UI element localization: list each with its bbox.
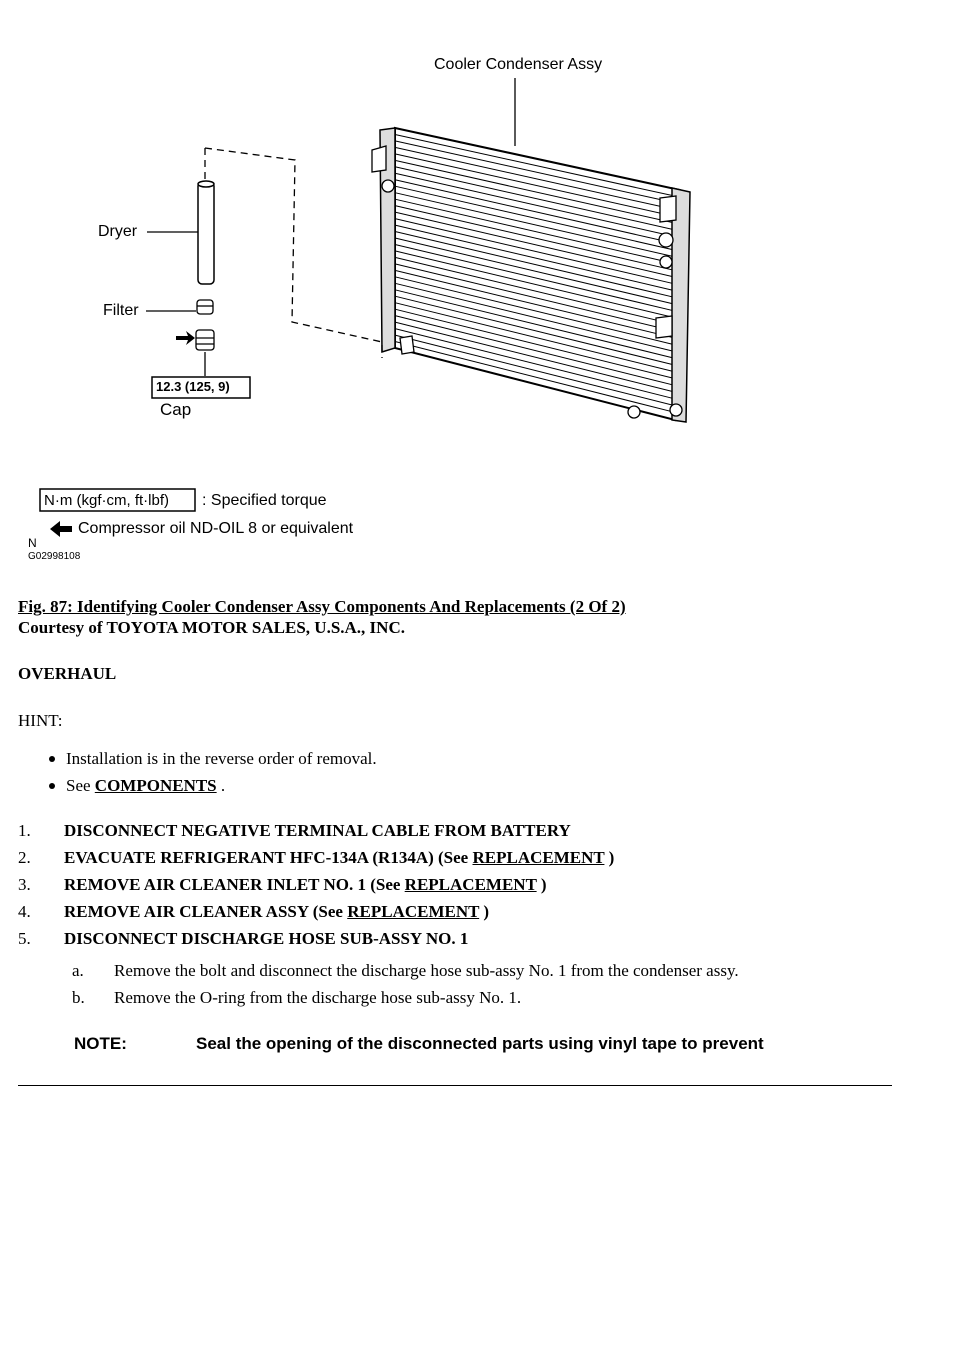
list-item <box>72 960 739 987</box>
hint-suffix: . <box>220 776 226 795</box>
step-number: 4. <box>18 902 31 921</box>
label-dryer: Dryer <box>98 223 138 240</box>
substep-list <box>72 960 739 1014</box>
oil-arrow-icon <box>176 331 195 345</box>
label-filter: Filter <box>103 302 139 319</box>
step-text: DISCONNECT DISCHARGE HOSE SUB-ASSY NO. 1 <box>64 929 469 948</box>
label-cap: Cap <box>160 400 192 419</box>
hint-prefix: See <box>66 776 91 795</box>
list-item <box>18 874 614 901</box>
legend-torque-box-text: N·m (kgf·cm, ft·lbf) <box>44 492 169 509</box>
hint-text-1: Installation is in the reverse order of removal. <box>66 749 377 768</box>
note-text: Seal the opening of the disconnected parts using vinyl tape to prevent <box>196 1034 764 1053</box>
list-item <box>18 928 614 955</box>
page-divider <box>18 1085 892 1086</box>
label-torque-value: 12.3 (125, 9) <box>156 379 230 394</box>
step-list <box>18 820 614 955</box>
substep-text: Remove the bolt and disconnect the discharge hose sub-assy No. 1 from the condenser assy. <box>114 961 739 980</box>
step-number: 5. <box>18 929 31 948</box>
step-text: REMOVE AIR CLEANER INLET NO. 1 (See <box>64 875 405 894</box>
figure-caption-courtesy: Courtesy of TOYOTA MOTOR SALES, U.S.A., INC. <box>18 618 405 637</box>
note-label: NOTE: <box>74 1034 127 1053</box>
figure-caption-title[interactable]: Fig. 87: Identifying Cooler Condenser Assy Components And Replacements (2 Of 2) <box>18 597 626 616</box>
list-item <box>44 748 377 775</box>
cap-part <box>196 330 214 350</box>
substep-text: Remove the O-ring from the discharge hose sub-assy No. 1. <box>114 988 522 1007</box>
substep-letter: b. <box>72 988 85 1007</box>
list-item <box>18 820 614 847</box>
replacement-link[interactable]: REPLACEMENT <box>472 848 605 867</box>
step-text: EVACUATE REFRIGERANT HFC-134A (R134A) (See <box>64 848 473 867</box>
step-number: 1. <box>18 821 31 840</box>
label-condenser: Cooler Condenser Assy <box>434 56 603 73</box>
figure-code: G02998108 <box>28 551 81 562</box>
note-block <box>74 1034 764 1054</box>
filter-part <box>197 300 213 314</box>
list-item <box>44 775 377 802</box>
legend-torque-text: : Specified torque <box>202 492 327 509</box>
section-heading: OVERHAUL <box>18 664 117 683</box>
step-number: 2. <box>18 848 31 867</box>
step-text: DISCONNECT NEGATIVE TERMINAL CABLE FROM BATTERY <box>64 821 571 840</box>
step-text: REMOVE AIR CLEANER ASSY (See <box>64 902 348 921</box>
condenser-core <box>372 128 690 422</box>
list-item <box>18 847 614 874</box>
dryer-dash-path <box>205 148 382 358</box>
hint-list <box>44 748 377 802</box>
step-suffix: ) <box>536 875 547 894</box>
hint-label: HINT: <box>18 711 63 730</box>
dryer-cylinder <box>198 181 214 284</box>
figure-corner-letter: N <box>28 536 37 550</box>
step-suffix: ) <box>604 848 615 867</box>
legend-oil-text: Compressor oil ND-OIL 8 or equivalent <box>78 520 354 537</box>
step-number: 3. <box>18 875 31 894</box>
replacement-link[interactable]: REPLACEMENT <box>404 875 537 894</box>
substep-letter: a. <box>72 961 84 980</box>
replacement-link[interactable]: REPLACEMENT <box>347 902 480 921</box>
legend-oil-arrow-icon <box>50 521 72 537</box>
figure-caption <box>18 596 626 638</box>
components-link[interactable]: COMPONENTS <box>94 776 217 795</box>
list-item <box>72 987 739 1014</box>
step-suffix: ) <box>479 902 490 921</box>
list-item <box>18 901 614 928</box>
